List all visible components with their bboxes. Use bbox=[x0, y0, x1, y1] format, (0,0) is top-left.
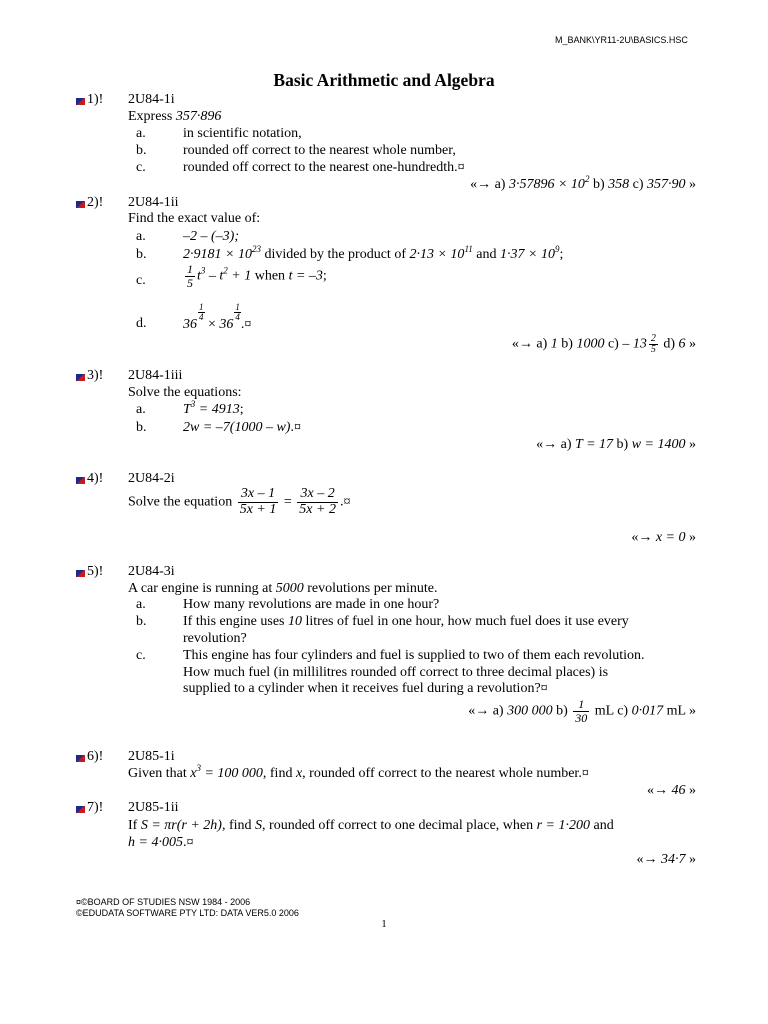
footer-software: ©EDUDATA SOFTWARE PTY LTD: DATA VER5.0 2006 bbox=[76, 908, 299, 918]
part-text: rounded off correct to the nearest one-hundredth.¤ bbox=[183, 160, 465, 175]
footer-copyright: ¤©BOARD OF STUDIES NSW 1984 - 2006 bbox=[76, 897, 251, 907]
part-letter: b. bbox=[136, 143, 147, 158]
header-path: M_BANK\YR11-2U\BASICS.HSC bbox=[555, 35, 688, 45]
part-text: This engine has four cylinders and fuel is supplied to two of them each revolution. bbox=[183, 648, 645, 663]
part-text: If this engine uses 10 litres of fuel in one hour, how much fuel does it use every bbox=[183, 614, 629, 629]
question-marker-icon bbox=[76, 374, 85, 381]
answer-line: «→ 46 » bbox=[647, 783, 696, 798]
part-letter: b. bbox=[136, 420, 147, 435]
answer-line: «→ a) $3\cdot 57896 \times 10^2$ b) 358 c) 357·90 » bbox=[470, 174, 696, 192]
part-text: in scientific notation, bbox=[183, 126, 302, 141]
part-text: 36 $\frac{1}{4}$ × 36 $\frac{1}{4}$ .¤ bbox=[183, 302, 252, 332]
part-letter: a. bbox=[136, 597, 146, 612]
question-marker-icon bbox=[76, 570, 85, 577]
page-number: 1 bbox=[381, 918, 387, 930]
part-text: –2 – (–3); bbox=[183, 229, 239, 244]
answer-line: «→ a) 1 b) 1000 c) – 13 $\frac{2}{5}$ d) 6 » bbox=[511, 333, 696, 355]
question-code: 2U85-1ii bbox=[128, 800, 179, 815]
answer-line: «→ a) 300 000 b) $\frac{1}{30}$ mL c) 0·017 mL » bbox=[468, 697, 696, 725]
question-stem: Given that $x^3 = 100$ 000, find x, rounded off correct to the nearest whole number.¤ bbox=[128, 763, 589, 781]
question-stem: Solve the equations: bbox=[128, 385, 242, 400]
part-text: How many revolutions are made in one hour? bbox=[183, 597, 440, 612]
question-stem: If S = πr(r + 2h), find S, rounded off correct to one decimal place, when r = 1·200 and bbox=[128, 818, 614, 833]
question-code: 2U84-1i bbox=[128, 92, 175, 107]
question-code: 2U85-1i bbox=[128, 749, 175, 764]
part-text: rounded off correct to the nearest whole number, bbox=[183, 143, 456, 158]
answer-line: «→ a) T = 17 b) w = 1400 » bbox=[536, 437, 696, 452]
question-stem: Solve the equation $\frac{3x - 1}{5x + 1}$ = $\frac{3x - 2}{5x + 2}$ .¤ bbox=[128, 486, 351, 517]
part-letter: b. bbox=[136, 247, 147, 262]
part-text: 2w = –7(1000 – w).¤ bbox=[183, 420, 301, 435]
part-letter: c. bbox=[136, 648, 146, 663]
question-number: 7)! bbox=[87, 800, 104, 815]
part-letter: d. bbox=[136, 316, 147, 331]
question-stem: A car engine is running at 5000 revolutions per minute. bbox=[128, 581, 438, 596]
question-marker-icon bbox=[76, 201, 85, 208]
question-marker-icon bbox=[76, 755, 85, 762]
question-stem-line2: h = 4·005.¤ bbox=[128, 835, 194, 850]
part-text: How much fuel (in millilitres rounded off correct to three decimal places) is bbox=[183, 665, 609, 680]
question-number: 5)! bbox=[87, 564, 104, 579]
answer-line: «→ x = 0 » bbox=[631, 530, 696, 545]
question-code: 2U84-3i bbox=[128, 564, 175, 579]
part-letter: c. bbox=[136, 160, 146, 175]
answer-line: «→ 34·7 » bbox=[636, 852, 696, 867]
part-text: $\frac{1}{5}$ $t^3 - t^2 + 1$ when t = –3; bbox=[187, 262, 327, 290]
question-number: 2)! bbox=[87, 195, 104, 210]
page-title: Basic Arithmetic and Algebra bbox=[273, 70, 495, 90]
question-stem: Find the exact value of: bbox=[128, 211, 261, 226]
question-number: 3)! bbox=[87, 368, 104, 383]
part-text: $2\cdot 9181 \times 10^{23}$ divided by the product of $2\cdot 13 \times 10^{11}$ and $1\cdot 37 \times 10^9$; bbox=[183, 244, 564, 262]
part-letter: a. bbox=[136, 126, 146, 141]
question-code: 2U84-1ii bbox=[128, 195, 179, 210]
part-letter: a. bbox=[136, 229, 146, 244]
question-number: 1)! bbox=[87, 92, 104, 107]
question-number: 6)! bbox=[87, 749, 104, 764]
question-code: 2U84-2i bbox=[128, 471, 175, 486]
part-text: $T^3 = 4913$; bbox=[183, 399, 244, 417]
question-code: 2U84-1iii bbox=[128, 368, 183, 383]
question-marker-icon bbox=[76, 806, 85, 813]
part-letter: c. bbox=[136, 273, 146, 288]
question-stem: Express 357·896 bbox=[128, 109, 222, 124]
question-marker-icon bbox=[76, 477, 85, 484]
part-letter: b. bbox=[136, 614, 147, 629]
question-number: 4)! bbox=[87, 471, 104, 486]
question-marker-icon bbox=[76, 98, 85, 105]
part-text: supplied to a cylinder when it receives fuel during a revolution?¤ bbox=[183, 681, 548, 696]
part-text: revolution? bbox=[183, 631, 247, 646]
part-letter: a. bbox=[136, 402, 146, 417]
